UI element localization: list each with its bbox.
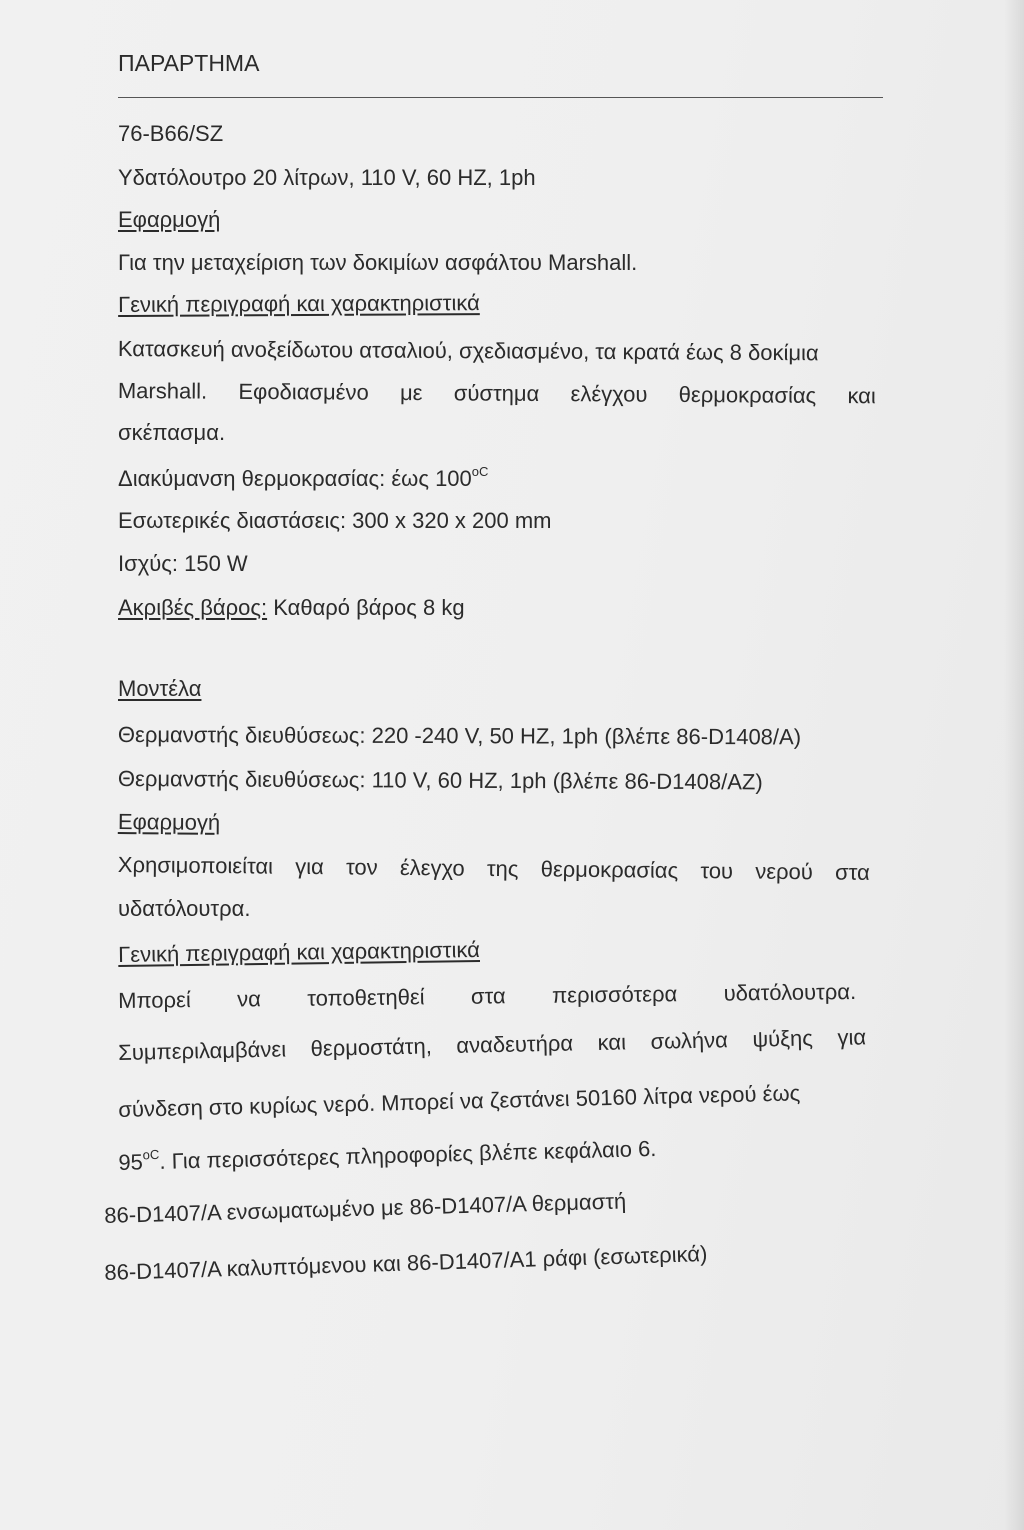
reference-1: 86-D1407/A ενσωματωμένο με 86-D1407/A θερμαστή: [104, 1188, 627, 1228]
application-word: τον: [345, 854, 378, 880]
general-word: θερμοστάτη,: [310, 1033, 433, 1061]
title-divider: [118, 97, 883, 98]
models-heading: Μοντέλα: [118, 676, 202, 701]
general-word: για: [837, 1024, 867, 1050]
internal-dimensions: Εσωτερικές διαστάσεις: 300 x 320 x 200 mm: [118, 508, 552, 533]
general-word: σωλήνα: [650, 1027, 729, 1054]
model-item-2: Θερμανστής διευθύσεως: 110 V, 60 HZ, 1ph (βλέπε 86-D1408/AZ): [117, 766, 763, 795]
general-line-1: Κατασκευή ανοξείδωτου ατσαλιού, σχεδιασμένο, τα κρατά έως 8 δοκίμια: [117, 336, 819, 366]
models-general-line-3: σύνδεση στο κυρίως νερό. Μπορεί να ζεστάνει 50160 λίτρα νερού έως: [118, 1080, 801, 1122]
product-code: 76-B66/SZ: [118, 121, 224, 146]
models-general-line-4: [118, 1134, 657, 1176]
models-general-line-1: [118, 979, 856, 1014]
weight-value: Καθαρό βάρος 8 kg: [267, 595, 465, 620]
reference-2: 86-D1407/A καλυπτόμενου και 86-D1407/A1 ράφι (εσωτερικά): [104, 1241, 708, 1285]
temperature-range-label: Διακύμανση θερμοκρασίας: έως 100: [118, 466, 472, 491]
application-word: της: [486, 855, 519, 882]
general-word: υδατόλουτρα.: [723, 978, 857, 1006]
general-word: αναδευτήρα: [456, 1030, 574, 1058]
general-word: περισσότερα: [551, 981, 678, 1008]
application-word: νερού: [755, 858, 813, 885]
temperature-unit: oC: [471, 464, 489, 479]
general-line-2: [118, 378, 876, 409]
general-line-3: σκέπασμα.: [118, 420, 226, 445]
general-word: ψύξης: [752, 1025, 814, 1052]
application-word: για: [295, 853, 324, 880]
model-item-1: Θερμανστής διευθύσεως: 220 -240 V, 50 HZ, 1ph (βλέπε 86-D1408/A): [117, 722, 802, 750]
models-application-line-2: υδατόλουτρα.: [118, 896, 251, 921]
general-line-2-word: σύστημα: [453, 380, 540, 406]
application-word: θερμοκρασίας: [540, 856, 679, 883]
application-word: στα: [834, 859, 870, 885]
application-word: Χρησιμοποιείται: [117, 852, 274, 879]
weight-label: Ακριβές βάρος:: [118, 595, 268, 620]
models-application-heading: Εφαρμογή: [117, 809, 221, 835]
general-line-2-word: και: [847, 383, 876, 409]
application-text: Για την μεταχείριση των δοκιμίων ασφάλτου Marshall.: [118, 250, 638, 275]
general-word: Συμπεριλαμβάνει: [118, 1036, 287, 1065]
general-word: τοποθετηθεί: [307, 984, 425, 1011]
general-line-2-word: ελέγχου: [570, 381, 648, 407]
models-general-heading: Γενική περιγραφή και χαρακτηριστικά: [118, 936, 481, 967]
models-general-line-2: [118, 1024, 866, 1066]
general-word: στα: [470, 983, 506, 1009]
application-word: έλεγχο: [399, 854, 465, 881]
temperature-unit: oC: [142, 1146, 160, 1163]
more-info-text: . Για περισσότερες πληροφορίες βλέπε κεφάλαιο 6.: [159, 1135, 657, 1174]
general-line-2-word: θερμοκρασίας: [678, 381, 817, 408]
temperature-range: [118, 464, 488, 492]
application-word: του: [700, 858, 734, 884]
general-line-2-word: Εφοδιασμένο: [238, 378, 369, 405]
temperature-value: 95: [118, 1149, 144, 1175]
general-word: και: [597, 1029, 627, 1055]
weight: [118, 595, 465, 621]
application-heading: Εφαρμογή: [118, 207, 221, 232]
general-line-2-word: Marshall.: [117, 378, 208, 404]
product-description: Υδατόλουτρο 20 λίτρων, 110 V, 60 HZ, 1ph: [118, 165, 536, 190]
general-word: Μπορεί: [118, 987, 191, 1013]
page-title: ΠΑΡΑΡΤΗΜΑ: [118, 50, 260, 76]
general-line-2-word: με: [399, 379, 423, 406]
general-heading: Γενική περιγραφή και χαρακτηριστικά: [118, 290, 480, 317]
models-application-line-1: [118, 852, 870, 886]
power-rating: Ισχύς: 150 W: [118, 551, 248, 576]
general-word: να: [237, 986, 262, 1012]
